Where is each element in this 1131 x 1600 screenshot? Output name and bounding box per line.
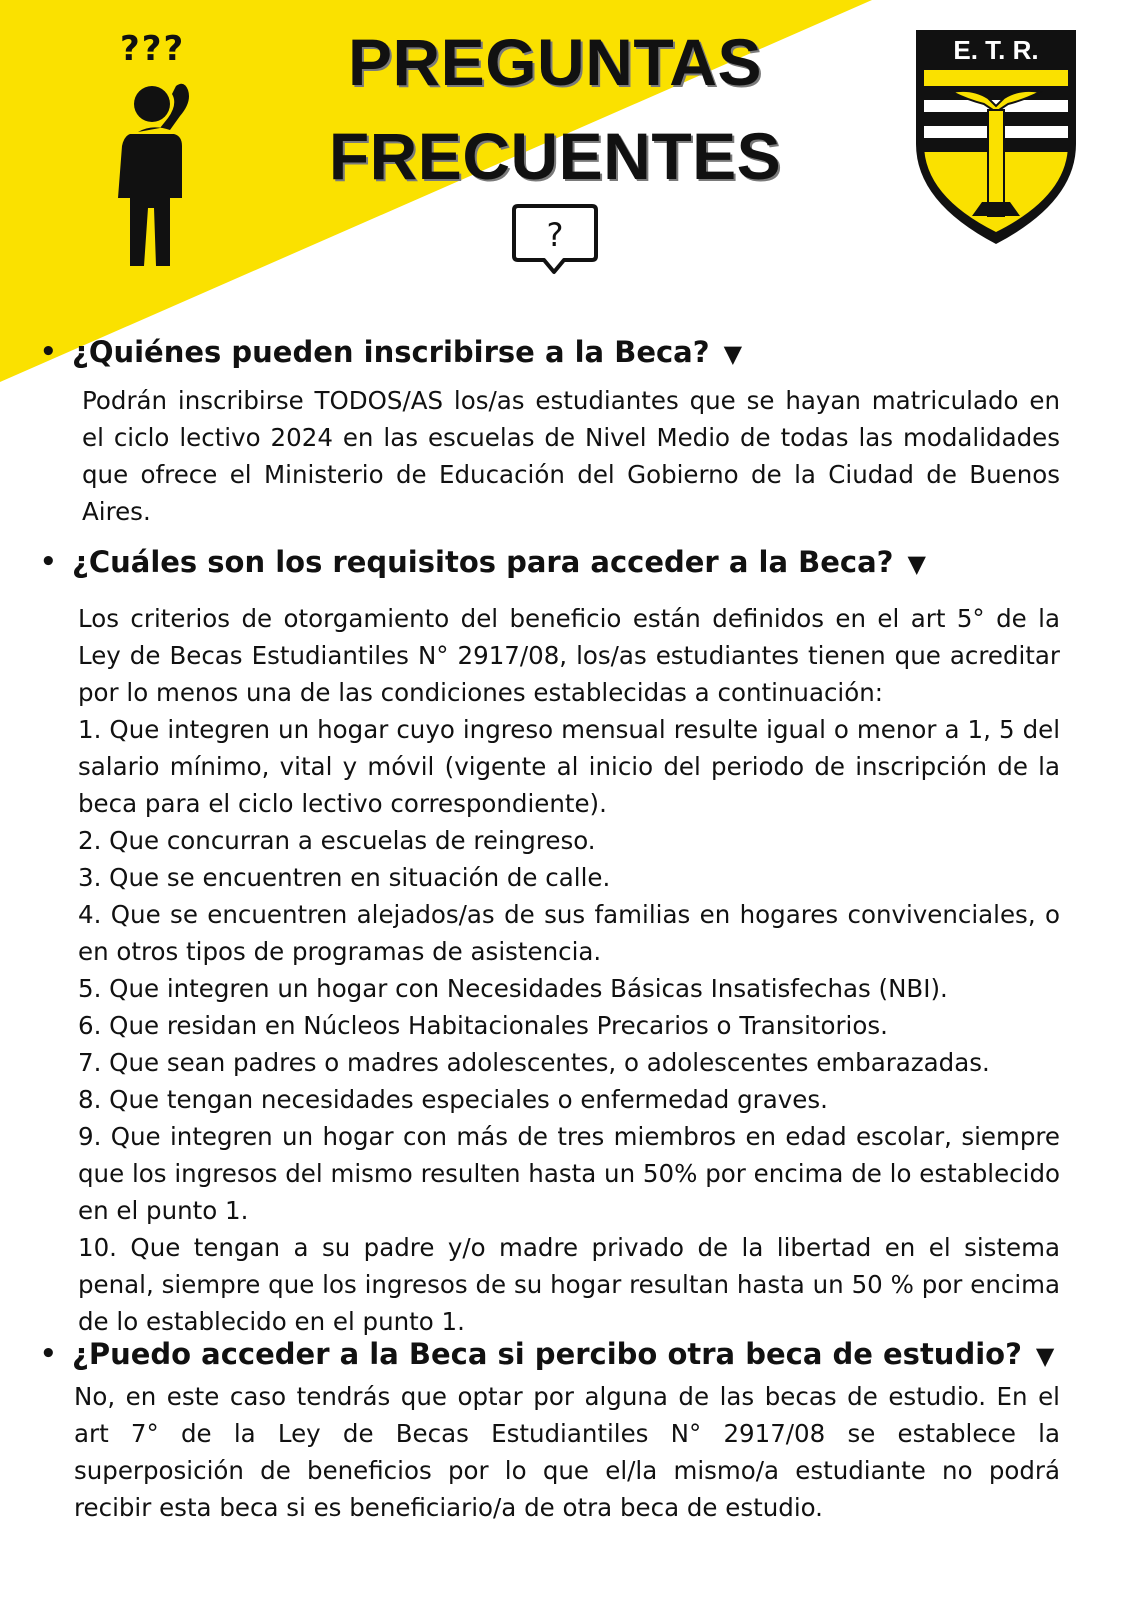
page-title-line-2: FRECUENTES (328, 119, 782, 193)
requirement-item: 7. Que sean padres o madres adolescentes, o adolescentes embarazadas. (78, 1048, 990, 1077)
requirement-item: 9. Que integren un hogar con más de tres miembros en edad escolar, siempre que los ingresos del mismo resulten hasta un 50% por encima de lo establecido en el punto 1. (78, 1122, 1060, 1225)
bullet-icon: • (40, 547, 57, 577)
triangle-down-icon[interactable]: ▼ (1035, 1342, 1055, 1370)
faq-question-text: ¿Cuáles son los requisitos para acceder a la Beca? (72, 545, 894, 579)
requirement-item: 3. Que se encuentren en situación de calle. (78, 863, 611, 892)
bullet-icon: • (40, 337, 57, 367)
requirement-item: 10. Que tengan a su padre y/o madre privado de la libertad en el sistema penal, siempre que los ingresos de su hogar resultan hasta un 50 % por encima de lo establecido en el punto 1. (78, 1233, 1060, 1336)
requirement-item: 2. Que concurran a escuelas de reingreso. (78, 826, 596, 855)
faq-question-text: ¿Quiénes pueden inscribirse a la Beca? (72, 335, 710, 369)
requirement-item: 5. Que integren un hogar con Necesidades Básicas Insatisfechas (NBI). (78, 974, 948, 1003)
faq-item-otra-beca (40, 1337, 1060, 1526)
triangle-down-icon[interactable]: ▼ (907, 550, 926, 578)
bubble-question-mark: ? (546, 216, 564, 254)
triangle-down-icon[interactable]: ▼ (723, 340, 743, 368)
requirement-item: 4. Que se encuentren alejados/as de sus familias en hogares convivenciales, o en otros tipos de programas de asistencia. (78, 900, 1060, 966)
bullet-icon: • (40, 1339, 57, 1369)
faq-item-inscripcion (40, 332, 1060, 530)
faq-item-requisitos (40, 542, 1060, 1340)
faq-answer (78, 600, 1060, 1340)
requirement-item: 1. Que integren un hogar cuyo ingreso mensual resulte igual o menor a 1, 5 del salario mínimo, vital y móvil (vigente al inicio del periodo de inscripción de la beca para el ciclo lectivo correspondiente). (78, 715, 1060, 818)
page-title-line-1: PREGUNTAS (348, 25, 762, 99)
faq-question-text: ¿Puedo acceder a la Beca si percibo otra beca de estudio? (72, 1337, 1022, 1371)
faq-question[interactable] (40, 1334, 1060, 1376)
requirement-item: 6. Que residan en Núcleos Habitacionales Precarios o Transitorios. (78, 1011, 888, 1040)
speech-bubble-question-icon (510, 202, 600, 278)
faq-answer: Podrán inscribirse TODOS/AS los/as estudiantes que se hayan matriculado en el ciclo lectivo 2024 en las escuelas de Nivel Medio de todas las modalidades que ofrece el Ministerio de Educación del Gobierno de la Ciudad de Buenos Aires. (82, 386, 1060, 526)
answer-intro: Los criterios de otorgamiento del beneficio están definidos en el art 5° de la Ley de Becas Estudiantiles N° 2917/08, los/as estudiantes tienen que acreditar por lo menos una de las condiciones establecidas a continuación: (78, 604, 1060, 707)
shield-letters: E. T. R. (953, 35, 1039, 65)
faq-question[interactable] (40, 332, 1060, 374)
confused-person-icon (108, 30, 208, 270)
requirement-item: 8. Que tengan necesidades especiales o enfermedad graves. (78, 1085, 828, 1114)
question-marks: ??? (120, 30, 186, 69)
school-shield-logo (912, 26, 1080, 248)
faq-question[interactable] (40, 542, 1060, 584)
faq-answer: No, en este caso tendrás que optar por alguna de las becas de estudio. En el art 7° de la Ley de Becas Estudiantiles N° 2917/08 se establece la superposición de beneficios por lo que el/la mismo/a estudiante no podrá recibir esta beca si es beneficiario/a de otra beca de estudio. (74, 1382, 1060, 1522)
